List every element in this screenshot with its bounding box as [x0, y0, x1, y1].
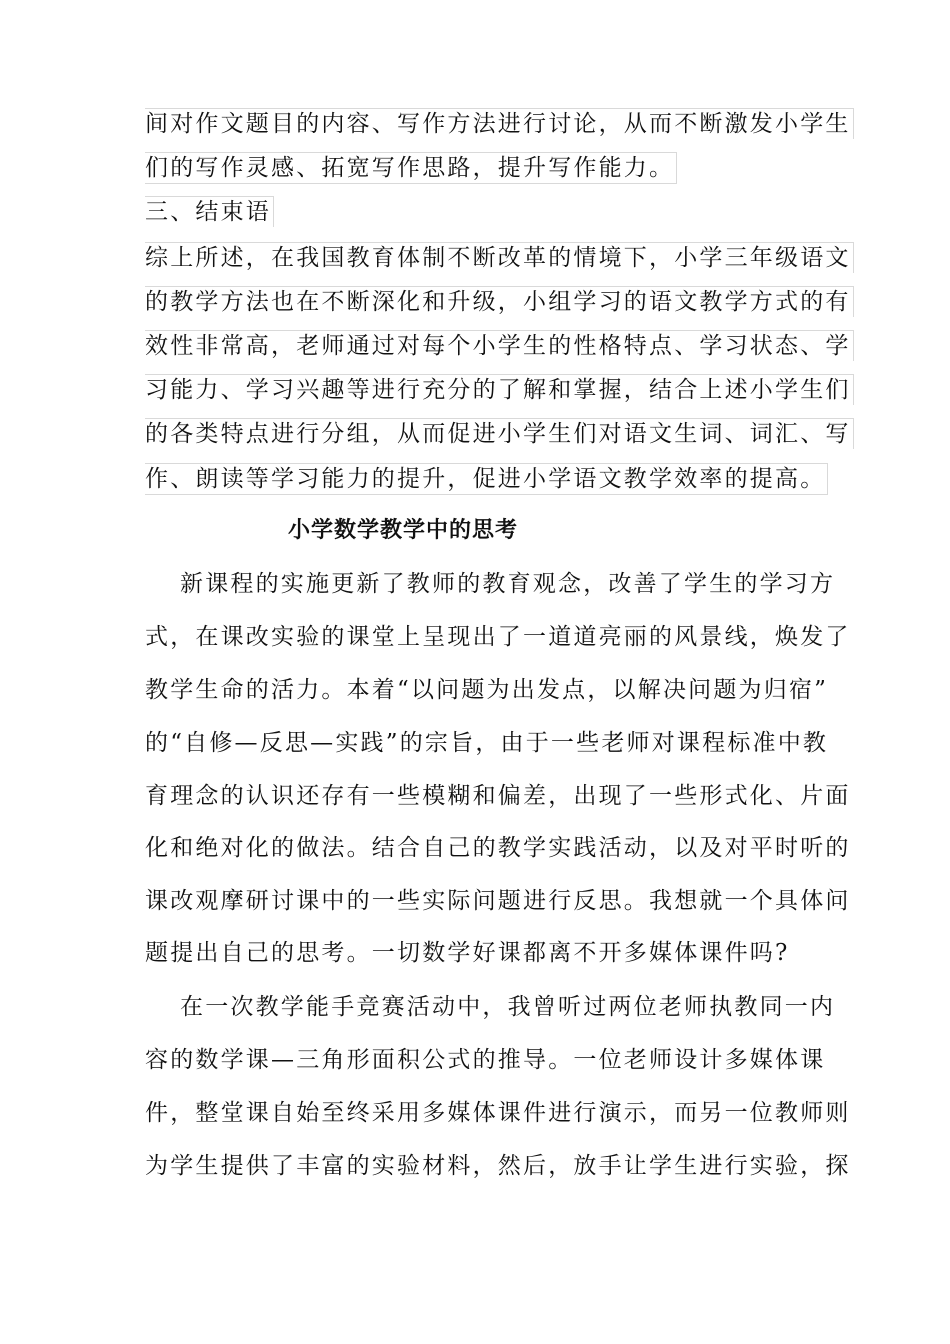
text-line: 们的写作灵感、拓宽写作思路，提升写作能力。	[145, 152, 677, 184]
text-line: 教学生命的活力。本着“以问题为出发点，以解决问题为归宿”	[145, 677, 829, 703]
text-line: 综上所述，在我国教育体制不断改革的情境下，小学三年级语文	[145, 242, 854, 273]
article-title: 小学数学教学中的思考	[288, 517, 519, 543]
text-line: 习能力、学习兴趣等进行充分的了解和掌握，结合上述小学生们	[145, 374, 854, 405]
text-line: 的“自修—反思—实践”的宗旨，由于一些老师对课程标准中教	[145, 730, 829, 756]
text-line: 式，在课改实验的课堂上呈现出了一道道亮丽的风景线，焕发了	[145, 624, 851, 650]
text-line: 化和绝对化的做法。结合自己的教学实践活动，以及对平时听的	[145, 835, 851, 861]
section-heading: 三、结束语	[145, 196, 274, 227]
text-line: 容的数学课—三角形面积公式的推导。一位老师设计多媒体课	[145, 1047, 826, 1073]
text-line: 作、朗读等学习能力的提升，促进小学语文教学效率的提高。	[145, 463, 828, 495]
text-line: 效性非常高，老师通过对每个小学生的性格特点、学习状态、学	[145, 330, 854, 361]
text-line: 的各类特点进行分组，从而促进小学生们对语文生词、词汇、写	[145, 418, 854, 449]
text-line: 育理念的认识还存有一些模糊和偏差，出现了一些形式化、片面	[145, 783, 851, 809]
text-line: 课改观摩研讨课中的一些实际问题进行反思。我想就一个具体问	[145, 888, 851, 914]
text-line: 题提出自己的思考。一切数学好课都离不开多媒体课件吗?	[145, 940, 790, 966]
text-line: 的教学方法也在不断深化和升级，小组学习的语文教学方式的有	[145, 286, 854, 317]
text-line: 在一次教学能手竞赛活动中，我曾听过两位老师执教同一内	[180, 994, 836, 1020]
text-line: 为学生提供了丰富的实验材料，然后，放手让学生进行实验，探	[145, 1153, 851, 1179]
text-line: 新课程的实施更新了教师的教育观念，改善了学生的学习方	[180, 571, 836, 597]
text-line: 件，整堂课自始至终采用多媒体课件进行演示，而另一位教师则	[145, 1100, 851, 1126]
text-line: 间对作文题目的内容、写作方法进行讨论，从而不断激发小学生	[145, 108, 854, 139]
